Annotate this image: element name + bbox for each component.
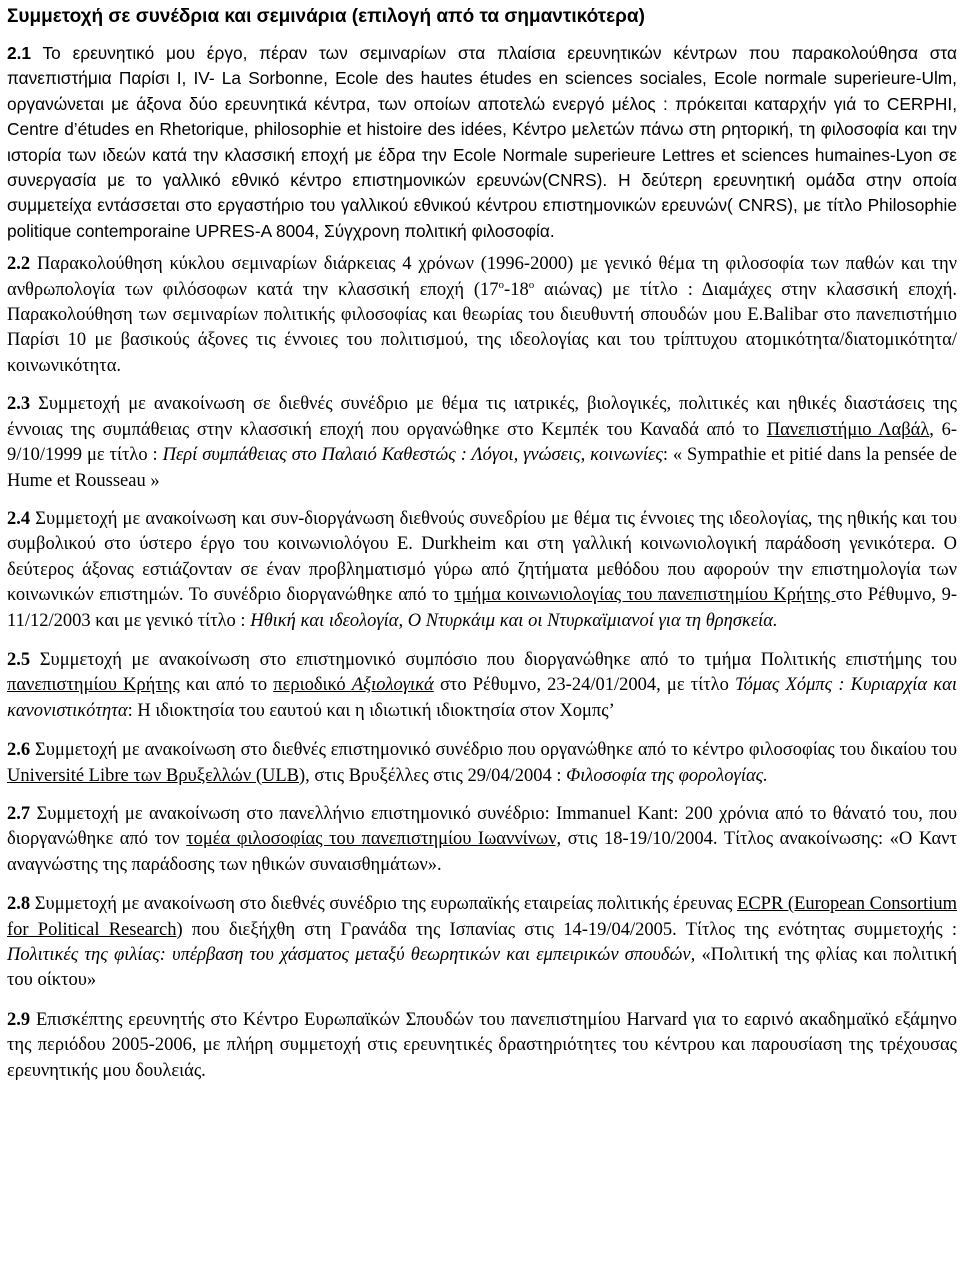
link-text-italic: Αξιολογικά <box>351 675 434 696</box>
item-2-4 <box>7 507 957 634</box>
item-text: Συμμετοχή με ανακοίνωση στο πανελλήνιο επιστημονικό συνέδριο: Immanuel Kant: 200 χρόνια από το θάνατό του, που διοργανώθηκε από τον <box>7 803 957 850</box>
item-text: στις 18-19/10/2004. Τίτλος ανακοίνωσης: «Ο Καντ αναγνώστης της παράδοσης των ηθικών συναισθημάτων». <box>7 829 957 875</box>
item-text: Επισκέπτης ερευνητής στο Κέντρο Ευρωπαϊκών Σπουδών του πανεπιστημίου Harvard για το εαρινό ακαδημαϊκό εξάμηνο της περιόδου 2005-2006, με πλήρη συμμετοχή στις ερευνητικές δραστηριότητες του κέντρου και παρουσίαση της τρέχουσας ερευνητικής μου δουλειάς. <box>7 1009 957 1081</box>
crete-university-link[interactable]: πανεπιστημίου Κρήτης <box>7 675 180 696</box>
item-number: 2.1 <box>7 43 32 63</box>
superscript: ο <box>498 278 505 291</box>
item-2-8 <box>7 892 957 994</box>
item-text: «Πολιτική της φλίας και πολιτική του οίκτου» <box>7 945 958 991</box>
crete-sociology-link[interactable]: τμήμα κοινωνιολογίας του πανεπιστημίου Κρήτης <box>454 585 836 606</box>
laval-university-link[interactable]: Πανεπιστήμιο Λαβάλ <box>766 419 930 440</box>
link-text: περιοδικό <box>273 675 352 696</box>
item-text: Συμμετοχή με ανακοίνωση στο επιστημονικό συμπόσιο που διοργανώθηκε από το τμήμα Πολιτικής επιστήμης του <box>30 649 957 670</box>
item-text: : « Sympathie et pitié dans la pensée de Hume et Rousseau » <box>7 445 957 491</box>
italic-title: Φιλοσοφία της φορολογίας. <box>566 765 768 786</box>
document-page <box>7 0 957 1084</box>
item-number: 2.8 <box>7 894 31 915</box>
ioannina-philosophy-link[interactable]: τομέα φιλοσοφίας του πανεπιστημίου Ιωαννίνων, <box>186 829 562 850</box>
item-text: και από το <box>179 675 274 696</box>
item-2-2 <box>7 252 957 379</box>
item-text: Η δεύτερη ερευνητική ομάδα στην οποία συμμετείχα εντάσσεται στο εργαστήριο του γαλλικού εθνικού κέντρου επιστημονικών ερευνών( CNRS), με τίτλο Philosophie politique contemporaine UPRES-A 8004, Σύγχρονη πολιτική φιλοσοφία. <box>7 170 957 241</box>
item-text: αιώνας) με τίτλο : Διαμάχες στην κλασσική εποχή. Παρακολούθηση των σεμιναρίων πολιτικής φιλοσοφίας και θεωρίας του διευθυντή σπουδών μου E.Balibar στο πανεπιστήμιο Παρίσι 10 με βασικούς άξονες τις έννοιες του πολιτισμού, της ιδεολογίας και του τρίπτυχου ατομικότητα/διατομικότητα/κοινωνικότητα. <box>7 279 958 376</box>
item-text: Συμμετοχή με ανακοίνωση σε διεθνές συνέδριο με θέμα τις ιατρικές, βιολογικές, πολιτικές και ηθικές διαστάσεις της έννοιας της συμπάθειας στην κλασσική εποχή που οργανώθηκε στο Κεμπέκ του Καναδά από το <box>7 394 957 440</box>
item-text: , 6-9/10/1999 με τίτλο : <box>7 419 957 466</box>
item-text: Παρακολούθηση κύκλου σεμιναρίων διάρκειας 4 χρόνων (1996-2000) με γενικό θέμα τη φιλοσοφία των παθών και την ανθρωπολογία των φιλόσοφων κατά την κλασσική εποχή (17 <box>7 254 957 300</box>
item-2-1 <box>7 41 957 244</box>
item-number: 2.2 <box>7 254 31 275</box>
italic-title: Περί συμπάθειας στο Παλαιό Καθεστώς : Λόγοι, γνώσεις, κοινωνίες <box>162 445 663 466</box>
item-text: που διεξήχθη στη Γρανάδα της Ισπανίας στις 14-19/04/2005. Τίτλος της ενότητας συμμετοχής : <box>182 919 958 940</box>
item-text: Συμμετοχή με ανακοίνωση στο διεθνές επιστημονικό συνέδριο που οργανώθηκε από το κέντρο φιλοσοφίας του δικαίου του <box>30 740 957 761</box>
item-text: στο Ρέθυμνο, 9-11/12/2003 και με γενικό τίτλο : <box>7 585 957 631</box>
ecpr-link[interactable]: ECPR (European Consortium for Political Research) <box>7 894 957 940</box>
item-text: στις Βρυξέλλες στις 29/04/2004 : <box>309 765 567 786</box>
item-text: Το ερευνητικό μου έργο, πέραν των σεμιναρίων στα πλαίσια ερευνητικών κέντρων που παρακολούθησα στα πανεπιστήμια Παρίσι Ι, IV- La Sorbonne, Ecole des hautes études en sciences sociales, Ecole normale superieure-Ulm, οργανώνεται με άξονα δύο ερευνητικά κέντρα, των οποίων αποτελώ ενεργό μέλος : πρόκειται καταρχήν γιά το CERPHI, Centre d’études en Rhetorique, philosophie et histoire des idées, Κέντρο μελετών πάνω στη ρητορική, τη φιλοσοφία και την ιστορία των ιδεών κατά την κλασσική εποχή με έδρα την Ecole Normale superieure Lettres et sciences humaines-Lyon σε συνεργασία με το γαλλικό εθνικό κέντρο επιστημονικών ερευνών(CNRS). <box>7 43 957 191</box>
italic-title: Τόμας Χόμπς : Κυριαρχία και κανονιστικότητα <box>7 675 958 721</box>
item-number: 2.9 <box>7 1009 31 1030</box>
item-text: : Η ιδιοκτησία του εαυτού και η ιδιωτική ιδιοκτησία στον Χομπς’ <box>127 700 615 721</box>
axiologika-journal-link[interactable] <box>273 675 434 695</box>
item-2-9 <box>7 1008 957 1084</box>
item-2-5 <box>7 648 957 724</box>
superscript: ο <box>528 278 535 291</box>
item-number: 2.6 <box>7 740 31 761</box>
ulb-link[interactable]: Université Libre των Βρυξελλών (ULB), <box>7 765 310 786</box>
item-text: Συμμετοχή με ανακοίνωση στο διεθνές συνέδριο της ευρωπαϊκής εταιρείας πολιτικής έρευνας <box>30 894 738 915</box>
item-number: 2.4 <box>7 508 31 529</box>
section-heading: Συμμετοχή σε συνέδρια και σεμινάρια (επιλογή από τα σημαντικότερα) <box>7 6 645 27</box>
italic-title: Ηθική και ιδεολογία, Ο Ντυρκάιμ και οι Ντυρκαϊμιανοί για τη θρησκεία. <box>250 610 778 631</box>
item-text: Συμμετοχή με ανακοίνωση και συν-διοργάνωση διεθνούς συνεδρίου με θέμα τις έννοιες της ιδεολογίας, της ηθικής και του συμβολικού στο ύστερο έργο του κοινωνιολόγου E. Durkheim και στη γαλλική κοινωνιολογική παράδοση γενικότερα. Ο δεύτερος άξονας εστιάζονταν σε έναν προβληματισμό γύρω από ζητήματα μεθόδου που αφορούν την επιστημολογία των κοινωνικών επιστημών. Το συνέδριο διοργανώθηκε από το <box>7 508 957 606</box>
item-2-7 <box>7 802 957 878</box>
item-2-3 <box>7 392 957 494</box>
item-2-6 <box>7 738 957 789</box>
item-number: 2.7 <box>7 803 31 824</box>
italic-title: Πολιτικές της φιλίας: υπέρβαση του χάσματος μεταξύ θεωρητικών και εμπειρικών σπουδών, <box>7 945 696 965</box>
item-text: στο Ρέθυμνο, 23-24/01/2004, με τίτλο <box>433 675 736 696</box>
item-number: 2.3 <box>7 394 31 415</box>
item-number: 2.5 <box>7 649 31 670</box>
item-text: -18 <box>504 279 529 300</box>
